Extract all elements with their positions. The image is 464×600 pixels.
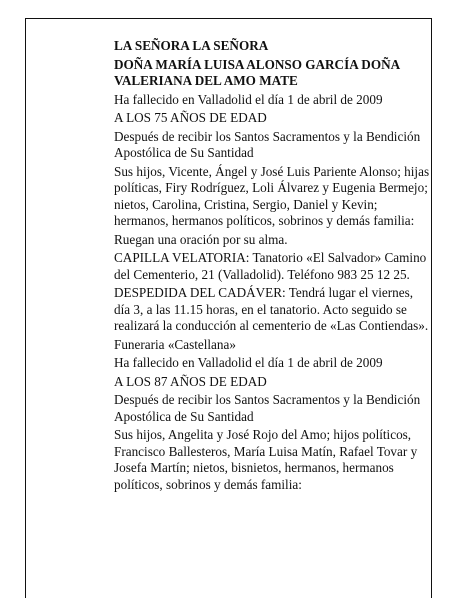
notice-2-death-line: Ha fallecido en Valladolid el día 1 de abril de 2009 [114, 355, 383, 371]
notice-2-sacraments: Después de recibir los Santos Sacramentos y la Bendición Apostólica de Su Santidad [114, 392, 421, 424]
notice-1-heading-names: DOÑA MARÍA LUISA ALONSO GARCÍA DOÑA VALERIANA DEL AMO MATE [114, 56, 400, 88]
notice-2-age-line: A LOS 87 AÑOS DE EDAD [114, 373, 267, 389]
notice-1-death-line: Ha fallecido en Valladolid el día 1 de abril de 2009 [114, 91, 383, 107]
notice-1-heading-line-1: LA SEÑORA LA SEÑORA [114, 38, 269, 53]
notice-1-funeral-home: Funeraria «Castellana» [114, 336, 236, 352]
notice-1-family: Sus hijos, Vicente, Ángel y José Luis Pariente Alonso; hijas políticas, Firy Rodríguez, Loli Álvarez y Eugenia Bermejo; nietos, Carolina, Cristina, Sergio, Daniel y Kevin; hermanos, hermanos políticos, sobrinos y demás familia: [114, 163, 430, 228]
notice-2-family: Sus hijos, Angelita y José Rojo del Amo; hijos políticos, Francisco Ballesteros, María Luisa Matín, Rafael Tovar y Josefa Martín; nietos, bisnietos, hermanos, hermanos políticos, sobrinos y demás familia: [114, 427, 418, 492]
obituary-column [114, 38, 432, 495]
notice-1-sacraments: Después de recibir los Santos Sacramentos y la Bendición Apostólica de Su Santidad [114, 128, 421, 161]
notice-1-age-line: A LOS 75 AÑOS DE EDAD [114, 110, 267, 126]
notice-1-farewell: DESPEDIDA DEL CADÁVER: Tendrá lugar el viernes, día 3, a las 11.15 horas, en el tanatorio. Acto seguido se realizará la conducción al cementerio de «Las Contiendas». [114, 285, 429, 333]
notice-1-chapel: CAPILLA VELATORIA: Tanatorio «El Salvador» Camino del Cementerio, 21 (Valladolid). Teléfono 983 25 12 25. [114, 250, 427, 282]
notice-1-prayer: Ruegan una oración por su alma. [114, 231, 288, 247]
